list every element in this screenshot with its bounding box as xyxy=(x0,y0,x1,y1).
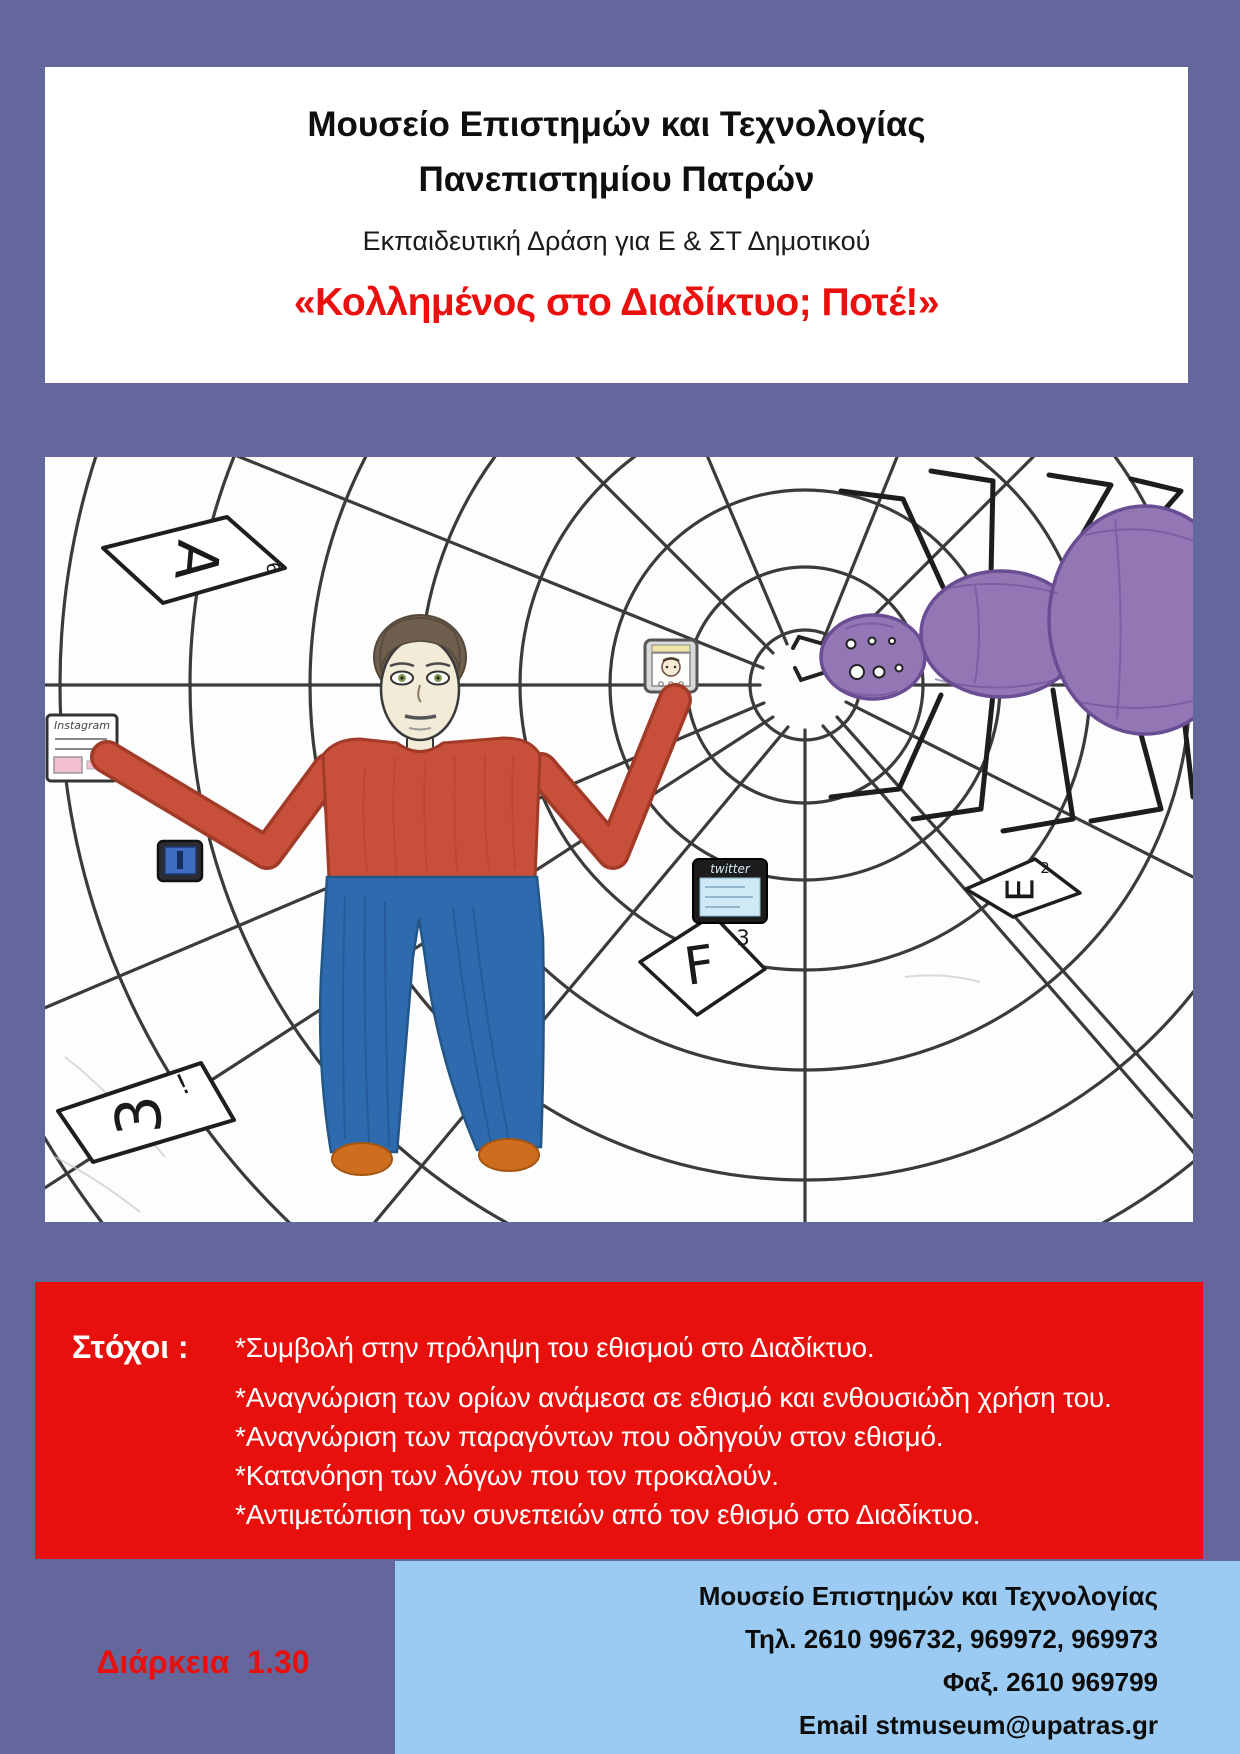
spider-web-drawing xyxy=(45,457,1193,1222)
objectives-heading: Στόχοι : xyxy=(72,1329,189,1365)
activity-subtitle: Εκπαιδευτική Δράση για Ε & ΣΤ Δημοτικού xyxy=(362,226,871,256)
svg-text:Instagram: Instagram xyxy=(54,719,110,732)
svg-text:2: 2 xyxy=(1040,859,1050,877)
svg-text:3: 3 xyxy=(100,1092,177,1139)
svg-text:F: F xyxy=(680,934,719,998)
person-shoe-left xyxy=(332,1143,392,1175)
svg-text:A: A xyxy=(161,537,233,584)
objectives-list xyxy=(235,1328,1189,1534)
objective-item: *Αντιμετώπιση των συνεπειών από τον εθισμό στο Διαδίκτυο. xyxy=(235,1499,981,1530)
twitter-tablet-doodle xyxy=(693,859,767,923)
poster-slogan: «Κολλημένος στο Διαδίκτυο; Ποτέ!» xyxy=(293,281,940,324)
svg-text:twitter: twitter xyxy=(710,862,750,876)
museum-title-line1: Μουσείο Επιστημών και Τεχνολογίας xyxy=(307,105,926,144)
svg-text:E: E xyxy=(998,877,1043,903)
letter-tile-a xyxy=(103,517,285,603)
svg-text:6: 6 xyxy=(261,560,284,576)
contact-fax: Φαξ. 2610 969799 xyxy=(942,1667,1158,1697)
spider-head xyxy=(821,615,925,699)
person-head xyxy=(374,615,466,740)
svg-text:!: ! xyxy=(170,1067,196,1102)
museum-title-line2: Πανεπιστημίου Πατρών xyxy=(418,160,815,199)
person-sweater xyxy=(323,738,540,879)
duration-label: Διάρκεια 1.30 xyxy=(96,1644,310,1680)
contact-phone: Τηλ. 2610 996732, 969972, 969973 xyxy=(745,1624,1158,1654)
objective-item: *Συμβολή στην πρόληψη του εθισμού στο Διαδίκτυο. xyxy=(235,1332,875,1363)
person-shoe-right xyxy=(479,1139,539,1171)
objective-item: *Αναγνώριση των παραγόντων που οδηγούν στον εθισμό. xyxy=(235,1421,944,1452)
contact-box xyxy=(395,1561,1240,1754)
objectives-row xyxy=(72,1328,1189,1534)
person-jeans xyxy=(320,877,544,1152)
objective-item: *Αναγνώριση των ορίων ανάμεσα σε εθισμό και ενθουσιώδη χρήση του. xyxy=(235,1382,1112,1413)
header-card xyxy=(45,67,1188,383)
blue-cube-device xyxy=(158,841,202,881)
svg-text:3: 3 xyxy=(736,926,750,950)
objective-item: *Κατανόηση των λόγων που τον προκαλούν. xyxy=(235,1460,779,1491)
letter-tile-3 xyxy=(58,1063,234,1162)
contact-email: Email stmuseum@upatras.gr xyxy=(798,1710,1158,1740)
contact-org: Μουσείο Επιστημών και Τεχνολογίας xyxy=(698,1581,1158,1611)
illustration-card xyxy=(45,457,1193,1222)
objectives-box xyxy=(35,1282,1203,1559)
